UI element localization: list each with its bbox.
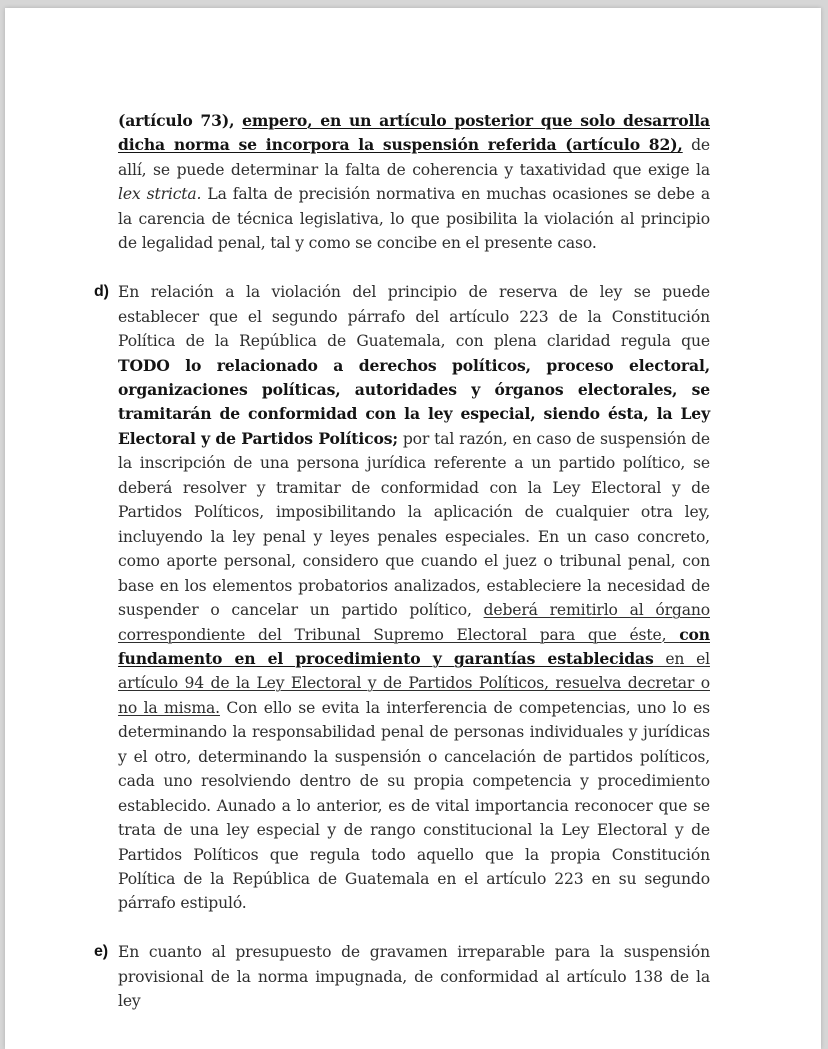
- document-page: [5, 8, 821, 1049]
- document-body: [94, 109, 710, 1038]
- text-run-underline: en el artículo 94 de la Ley Electoral y de Partidos Políticos, resuelva decretar o no la misma.: [118, 649, 710, 717]
- list-label: e): [94, 943, 108, 961]
- text-run: por tal razón, en caso de suspensión de la inscripción de una persona jurídica referente a un partido político, se deberá resolver y tramitar de conformidad con la Ley Electoral y de Partidos Políticos, imposibilitando la aplicación de cualquier otra ley, incluyendo la ley penal y leyes penales especiales. En un caso concreto, como aporte personal, considero que cuando el juez o tribunal penal, con base en los elementos probatorios analizados, estableciere la necesidad de suspender o cancelar un partido político,: [118, 429, 710, 620]
- text-run: En cuanto al presupuesto de gravamen irreparable para la suspensión provisional de la norma impugnada, de conformidad al artículo 138 de la ley: [118, 943, 710, 1011]
- paragraph-item-d: [94, 280, 710, 916]
- text-run: En relación a la violación del principio de reserva de ley se puede establecer que el segundo párrafo del artículo 223 de la Constitución Política de la República de Guatemala, con plena claridad regula que: [118, 283, 710, 351]
- paragraph-continuation: [118, 109, 710, 256]
- paragraph-item-e: [94, 940, 710, 1013]
- text-run-bold: TODO lo relacionado a derechos políticos, proceso electoral, organizaciones políticas, autoridades y órganos electorales, se tramitarán de conformidad con la ley especial, siendo ésta, la Ley Electoral y de Partidos Políticos;: [118, 355, 710, 448]
- text-run-underline: deberá remitirlo al órgano correspondiente del Tribunal Supremo Electoral para que éste,: [118, 601, 710, 644]
- text-run-bold-underline: empero, en un artículo posterior que solo desarrolla dicha norma se incorpora la suspensión referida (artículo 82),: [118, 111, 710, 155]
- text-run: (artículo 73),: [118, 111, 243, 130]
- list-label: d): [94, 283, 109, 301]
- text-run-italic: lex stricta.: [118, 185, 202, 204]
- text-run: Con ello se evita la interferencia de competencias, uno lo es determinando la responsabilidad penal de personas individuales y jurídicas y el otro, determinando la suspensión o cancelación de partidos políticos, cada uno resolviendo dentro de su propia competencia y procedimiento establecido. Aunado a lo anterior, es de vital importancia reconocer que se trata de una ley especial y de rango constitucional la Ley Electoral y de Partidos Políticos que regula todo aquello que la propia Constitución Política de la República de Guatemala en el artículo 223 en su segundo párrafo estipuló.: [118, 698, 710, 913]
- text-run: de allí, se puede determinar la falta de coherencia y taxatividad que exige la: [118, 136, 710, 179]
- text-run-bold-underline: con fundamento en el procedimiento y garantías establecidas: [118, 624, 710, 668]
- text-run: La falta de precisión normativa en muchas ocasiones se debe a la carencia de técnica legislativa, lo que posibilita la violación al principio de legalidad penal, tal y como se concibe en el presente caso.: [118, 185, 710, 253]
